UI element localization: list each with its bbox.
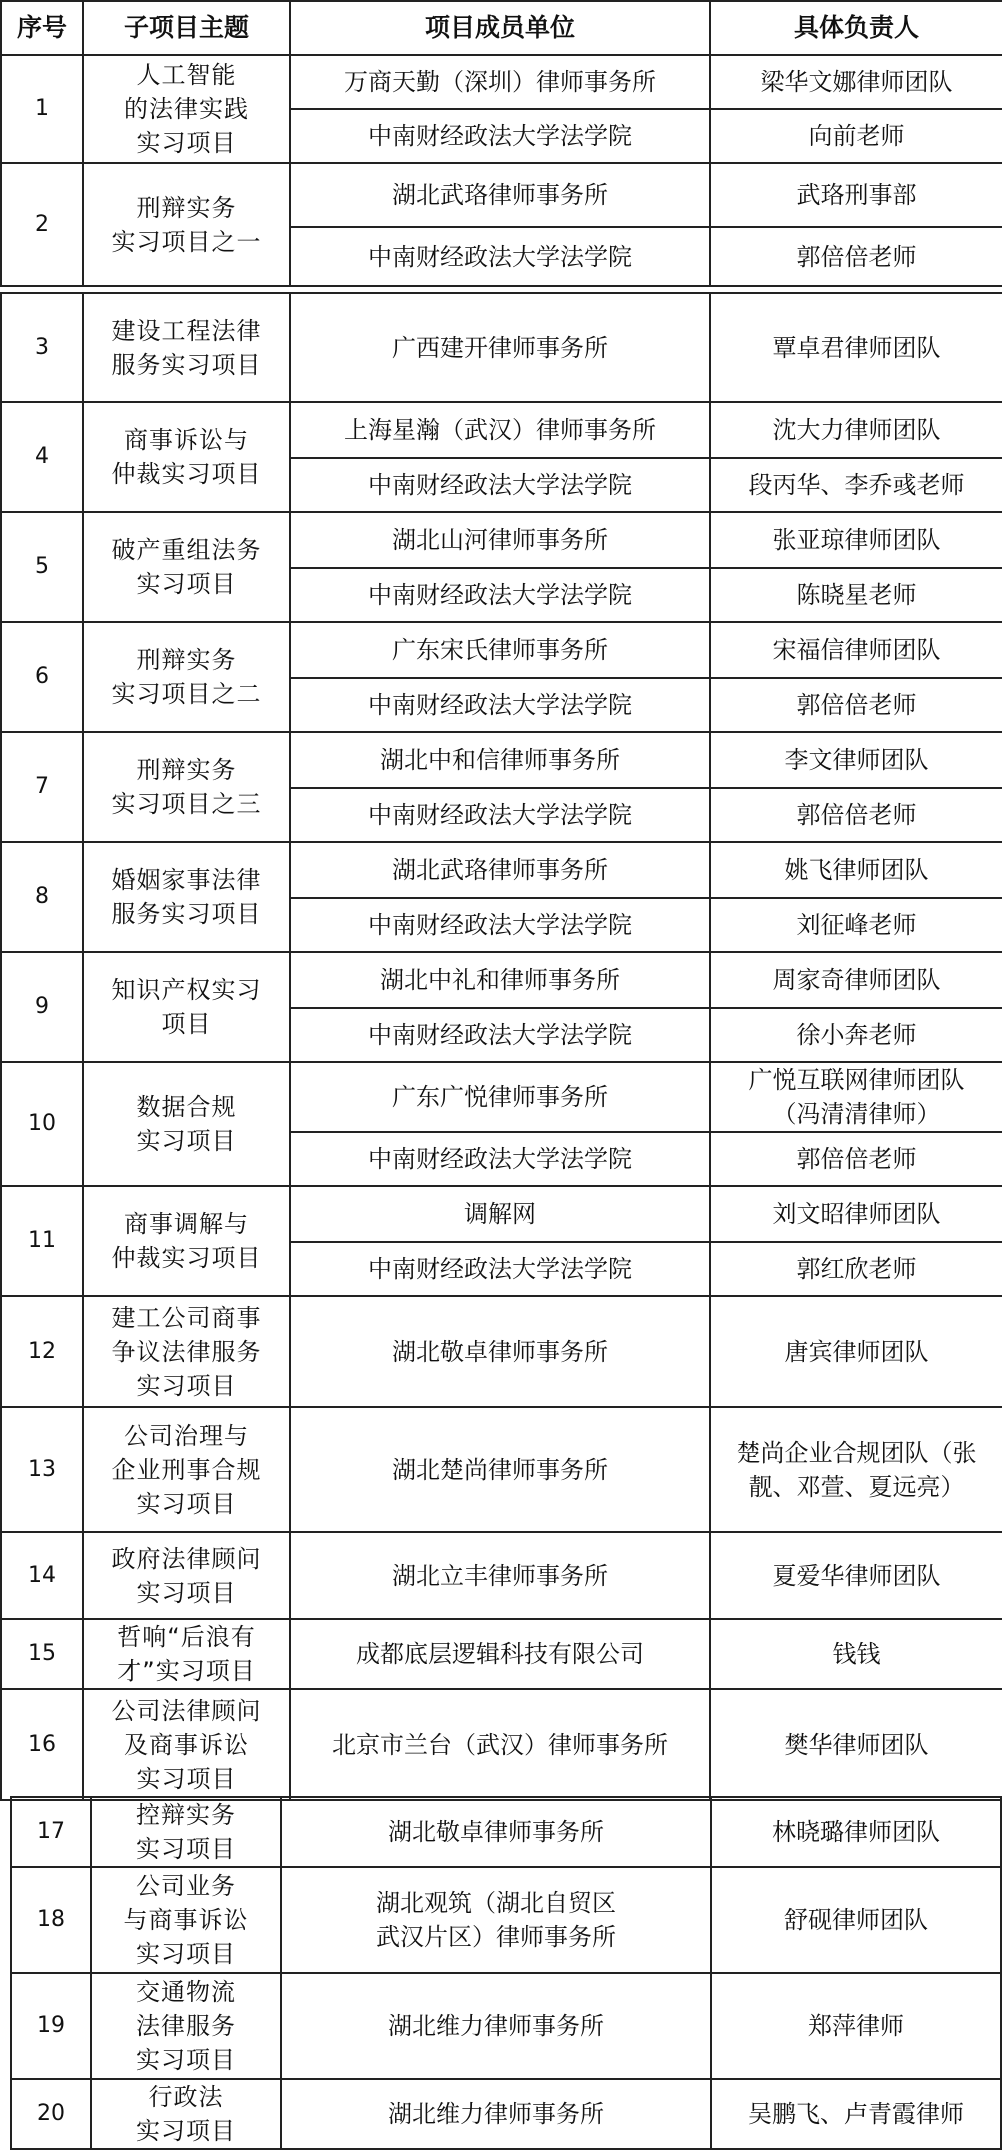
text-line: 中南财经政法大学法学院	[368, 911, 632, 939]
table-row	[11, 1973, 1001, 2079]
row-number: 11	[1, 1186, 83, 1296]
table-row	[1, 622, 1002, 678]
text-line: 万商天勤（深圳）律师事务所	[344, 68, 656, 96]
header-member-unit: 项目成员单位	[290, 1, 710, 55]
person-in-charge	[710, 293, 1002, 402]
table-row	[1, 1062, 1002, 1132]
text-line: 李文律师团队	[784, 746, 929, 774]
project-topic	[91, 1973, 281, 2079]
text-line: 湖北武珞律师事务所	[392, 856, 608, 884]
member-unit	[290, 788, 710, 842]
person-in-charge	[710, 732, 1002, 788]
member-unit	[281, 2079, 711, 2149]
row-number: 4	[1, 402, 83, 512]
person-in-charge	[710, 1407, 1002, 1532]
text-line: 湖北楚尚律师事务所	[392, 1455, 608, 1484]
text-line: 郭倍倍老师	[796, 801, 917, 829]
text-line: 及商事诉讼	[124, 1730, 249, 1759]
member-unit	[290, 1296, 710, 1407]
text-line: 夏爱华律师团队	[772, 1561, 941, 1590]
text-line: 梁华文娜律师团队	[760, 68, 953, 96]
text-line: 中南财经政法大学法学院	[368, 1255, 632, 1283]
row-number: 18	[11, 1867, 91, 1973]
text-line: 刑辩实务	[136, 193, 237, 222]
text-line: 交通物流	[136, 1978, 236, 2006]
text-line: 向前老师	[808, 122, 905, 150]
person-in-charge	[710, 402, 1002, 458]
text-line: 中南财经政法大学法学院	[368, 122, 632, 150]
text-line: 实习项目之三	[111, 790, 262, 818]
text-line: 实习项目	[136, 2117, 236, 2145]
text-line: 成都底层逻辑科技有限公司	[356, 1640, 644, 1668]
text-line: 实习项目	[136, 570, 237, 598]
project-topic	[83, 55, 290, 163]
text-line: 宋福信律师团队	[772, 636, 941, 664]
text-line: 公司法律顾问	[111, 1696, 262, 1725]
text-line: 破产重组法务	[111, 536, 262, 564]
text-line: 实习项目	[136, 2046, 236, 2074]
text-line: 湖北中礼和律师事务所	[380, 966, 620, 994]
text-line: 中南财经政法大学法学院	[368, 1145, 632, 1173]
project-topic	[91, 1867, 281, 1973]
text-line: 建设工程法律	[111, 316, 262, 345]
text-line: 郑萍律师	[808, 2012, 904, 2040]
text-line: 的法律实践	[124, 95, 249, 123]
project-topic	[83, 512, 290, 622]
text-line: 实习项目	[136, 1371, 237, 1400]
member-unit	[290, 898, 710, 952]
text-line: （冯清清律师）	[772, 1100, 941, 1128]
project-topic	[83, 842, 290, 952]
text-line: 林晓璐律师团队	[772, 1818, 940, 1846]
row-number: 12	[1, 1296, 83, 1407]
text-line: 实习项目	[136, 1764, 237, 1793]
row-number: 8	[1, 842, 83, 952]
table-row	[1, 55, 1002, 109]
text-line: 实习项目之一	[111, 227, 262, 256]
person-in-charge	[710, 1132, 1002, 1186]
member-unit	[290, 227, 710, 286]
text-line: 姚飞律师团队	[784, 856, 929, 884]
text-line: 武汉片区）律师事务所	[376, 1923, 616, 1951]
text-line: 樊华律师团队	[784, 1730, 929, 1759]
person-in-charge	[710, 952, 1002, 1008]
table-row	[1, 402, 1002, 458]
row-number: 7	[1, 732, 83, 842]
text-line: 中南财经政法大学法学院	[368, 1021, 632, 1049]
text-line: 才”实习项目	[117, 1657, 256, 1685]
text-line: 数据合规	[136, 1093, 237, 1121]
text-line: 控辩实务	[136, 1801, 236, 1829]
person-in-charge	[711, 1973, 1001, 2079]
table-segment	[0, 292, 1002, 1801]
member-unit	[281, 1867, 711, 1973]
text-line: 刑辩实务	[136, 756, 237, 784]
person-in-charge	[710, 1186, 1002, 1242]
text-line: 企业刑事合规	[111, 1455, 262, 1484]
text-line: 湖北武珞律师事务所	[392, 181, 608, 209]
person-in-charge	[710, 678, 1002, 732]
text-line: 法律服务	[136, 2012, 236, 2040]
text-line: 建工公司商事	[111, 1303, 262, 1332]
person-in-charge	[710, 55, 1002, 109]
project-topic	[83, 1619, 290, 1689]
text-line: 徐小奔老师	[796, 1021, 917, 1049]
text-line: 刘文昭律师团队	[772, 1200, 941, 1228]
project-topic	[83, 952, 290, 1062]
table-row	[1, 1407, 1002, 1532]
text-line: 湖北中和信律师事务所	[380, 746, 620, 774]
member-unit	[290, 1186, 710, 1242]
text-line: 仲裁实习项目	[111, 1244, 262, 1272]
text-line: 知识产权实习	[111, 976, 262, 1004]
project-topic	[83, 1689, 290, 1800]
text-line: 实习项目	[136, 1578, 237, 1607]
header-person-in-charge: 具体负责人	[710, 1, 1002, 55]
project-topic	[83, 1296, 290, 1407]
text-line: 郭倍倍老师	[796, 1145, 917, 1173]
text-line: 服务实习项目	[111, 900, 262, 928]
project-topic	[83, 293, 290, 402]
table-row	[1, 1532, 1002, 1619]
text-line: 公司业务	[136, 1872, 236, 1900]
project-topic	[83, 622, 290, 732]
row-number: 19	[11, 1973, 91, 2079]
row-number: 20	[11, 2079, 91, 2149]
text-line: 湖北敬卓律师事务所	[388, 1818, 604, 1846]
person-in-charge	[710, 898, 1002, 952]
table-row	[1, 1619, 1002, 1689]
text-line: 商事诉讼与	[124, 426, 249, 454]
table-row	[1, 1186, 1002, 1242]
row-number: 17	[11, 1797, 91, 1867]
person-in-charge	[710, 458, 1002, 512]
member-unit	[290, 732, 710, 788]
text-line: 钱钱	[832, 1640, 881, 1668]
table-row	[1, 952, 1002, 1008]
table-row	[11, 1867, 1001, 1973]
person-in-charge	[710, 1689, 1002, 1800]
project-topic	[91, 1797, 281, 1867]
member-unit	[290, 622, 710, 678]
text-line: 楚尚企业合规团队（张	[736, 1438, 977, 1467]
text-line: 中南财经政法大学法学院	[368, 691, 632, 719]
text-line: 湖北立丰律师事务所	[392, 1561, 608, 1590]
text-line: 刑辩实务	[136, 646, 237, 674]
text-line: 郭红欣老师	[796, 1255, 917, 1283]
member-unit	[290, 1242, 710, 1296]
text-line: 婚姻家事法律	[111, 866, 262, 894]
text-line: 哲响“后浪有	[117, 1623, 256, 1651]
header-no: 序号	[1, 1, 83, 55]
text-line: 北京市兰台（武汉）律师事务所	[332, 1730, 668, 1759]
person-in-charge	[710, 788, 1002, 842]
member-unit	[290, 1062, 710, 1132]
row-number: 6	[1, 622, 83, 732]
text-line: 湖北维力律师事务所	[388, 2012, 604, 2040]
text-line: 争议法律服务	[111, 1337, 262, 1366]
text-line: 广东宋氏律师事务所	[392, 636, 608, 664]
text-line: 仲裁实习项目	[111, 460, 262, 488]
project-topic	[83, 1532, 290, 1619]
text-line: 广西建开律师事务所	[392, 333, 608, 362]
member-unit	[290, 1689, 710, 1800]
text-line: 广东广悦律师事务所	[392, 1083, 608, 1111]
text-line: 调解网	[464, 1200, 536, 1228]
text-line: 实习项目	[136, 1835, 236, 1863]
table-segment	[10, 1796, 1002, 2150]
member-unit	[290, 458, 710, 512]
person-in-charge	[710, 622, 1002, 678]
text-line: 中南财经政法大学法学院	[368, 471, 632, 499]
text-line: 段丙华、李乔彧老师	[748, 471, 965, 499]
member-unit	[290, 512, 710, 568]
member-unit	[281, 1973, 711, 2079]
person-in-charge	[710, 1242, 1002, 1296]
project-topic	[83, 402, 290, 512]
row-number: 15	[1, 1619, 83, 1689]
table-row	[1, 732, 1002, 788]
text-line: 实习项目之二	[111, 680, 262, 708]
text-line: 武珞刑事部	[796, 181, 917, 209]
member-unit	[290, 163, 710, 227]
text-line: 湖北观筑（湖北自贸区	[376, 1889, 616, 1917]
header-row	[1, 1, 1002, 55]
project-topic	[83, 163, 290, 286]
table-row	[11, 1797, 1001, 1867]
member-unit	[290, 1132, 710, 1186]
text-line: 人工智能	[136, 61, 237, 89]
member-unit	[290, 842, 710, 898]
text-line: 湖北山河律师事务所	[392, 526, 608, 554]
text-line: 沈大力律师团队	[772, 416, 941, 444]
text-line: 刘征峰老师	[796, 911, 917, 939]
table-row	[11, 2079, 1001, 2149]
person-in-charge	[710, 512, 1002, 568]
row-number: 10	[1, 1062, 83, 1186]
person-in-charge	[710, 842, 1002, 898]
header-topic: 子项目主题	[83, 1, 290, 55]
member-unit	[290, 109, 710, 163]
row-number: 16	[1, 1689, 83, 1800]
member-unit	[290, 1619, 710, 1689]
text-line: 政府法律顾问	[111, 1544, 262, 1573]
person-in-charge	[711, 2079, 1001, 2149]
row-number: 5	[1, 512, 83, 622]
member-unit	[281, 1797, 711, 1867]
person-in-charge	[710, 1532, 1002, 1619]
person-in-charge	[710, 1296, 1002, 1407]
text-line: 吴鹏飞、卢青霞律师	[748, 2100, 964, 2128]
person-in-charge	[710, 227, 1002, 286]
text-line: 上海星瀚（武汉）律师事务所	[344, 416, 656, 444]
person-in-charge	[710, 568, 1002, 622]
table-row	[1, 1296, 1002, 1407]
row-number: 3	[1, 293, 83, 402]
person-in-charge	[710, 1062, 1002, 1132]
table-row	[1, 1689, 1002, 1800]
text-line: 与商事诉讼	[123, 1906, 249, 1934]
text-line: 郭倍倍老师	[796, 691, 917, 719]
member-unit	[290, 568, 710, 622]
text-line: 实习项目	[136, 1940, 236, 1968]
project-topic	[83, 1407, 290, 1532]
row-number: 2	[1, 163, 83, 286]
text-line: 公司治理与	[124, 1421, 249, 1450]
text-line: 项目	[161, 1010, 212, 1038]
person-in-charge	[710, 1008, 1002, 1062]
person-in-charge	[710, 163, 1002, 227]
text-line: 实习项目	[136, 1127, 237, 1155]
table-row	[1, 163, 1002, 227]
person-in-charge	[711, 1797, 1001, 1867]
row-number: 14	[1, 1532, 83, 1619]
project-topic	[83, 1186, 290, 1296]
text-line: 实习项目	[136, 1489, 237, 1518]
member-unit	[290, 1008, 710, 1062]
row-number: 13	[1, 1407, 83, 1532]
member-unit	[290, 952, 710, 1008]
text-line: 湖北维力律师事务所	[388, 2100, 604, 2128]
member-unit	[290, 402, 710, 458]
text-line: 商事调解与	[124, 1210, 249, 1238]
text-line: 舒砚律师团队	[784, 1906, 928, 1934]
table-segment	[0, 0, 1002, 287]
text-line: 中南财经政法大学法学院	[368, 242, 632, 271]
text-line: 服务实习项目	[111, 350, 262, 379]
text-line: 实习项目	[136, 129, 237, 157]
row-number: 1	[1, 55, 83, 163]
text-line: 郭倍倍老师	[796, 242, 917, 271]
person-in-charge	[710, 1619, 1002, 1689]
table-row	[1, 842, 1002, 898]
text-line: 湖北敬卓律师事务所	[392, 1337, 608, 1366]
text-line: 覃卓君律师团队	[772, 333, 941, 362]
member-unit	[290, 55, 710, 109]
member-unit	[290, 293, 710, 402]
member-unit	[290, 1407, 710, 1532]
member-unit	[290, 1532, 710, 1619]
table-row	[1, 512, 1002, 568]
text-line: 陈晓星老师	[796, 581, 917, 609]
text-line: 行政法	[148, 2083, 224, 2111]
text-line: 周家奇律师团队	[772, 966, 941, 994]
row-number: 9	[1, 952, 83, 1062]
project-topic	[83, 732, 290, 842]
person-in-charge	[711, 1867, 1001, 1973]
project-topic	[83, 1062, 290, 1186]
text-line: 唐宾律师团队	[784, 1337, 929, 1366]
text-line: 广悦互联网律师团队	[748, 1066, 965, 1094]
text-line: 张亚琼律师团队	[772, 526, 941, 554]
text-line: 靓、邓萱、夏远亮）	[748, 1472, 965, 1501]
text-line: 中南财经政法大学法学院	[368, 801, 632, 829]
table-row	[1, 293, 1002, 402]
member-unit	[290, 678, 710, 732]
person-in-charge	[710, 109, 1002, 163]
text-line: 中南财经政法大学法学院	[368, 581, 632, 609]
project-topic	[91, 2079, 281, 2149]
